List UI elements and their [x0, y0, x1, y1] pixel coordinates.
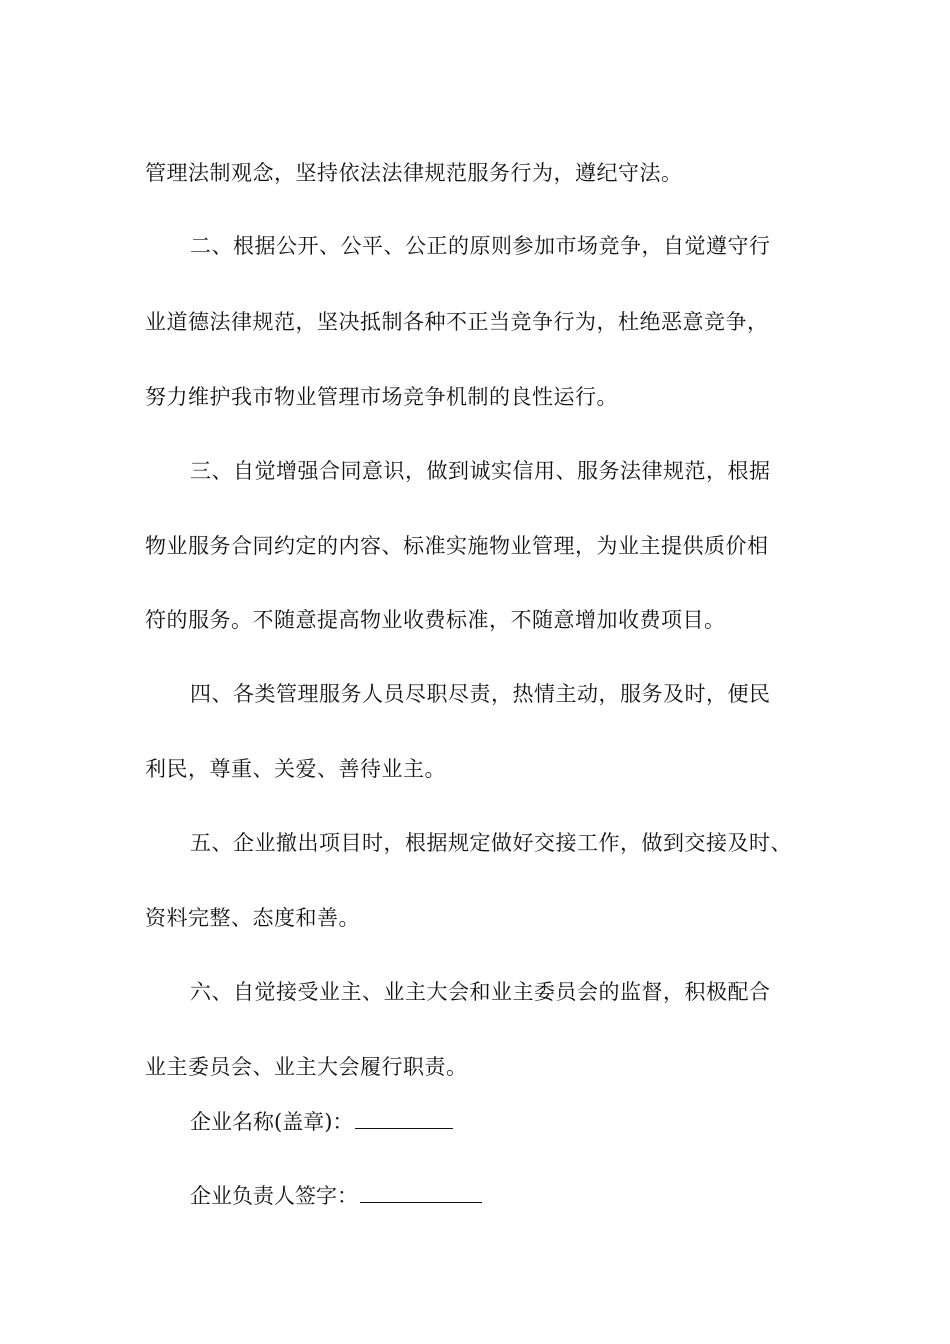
company-name-blank[interactable] — [355, 1110, 453, 1129]
company-name-row — [190, 1110, 453, 1134]
text-line-4: 努力维护我市物业管理市场竞争机制的良性运行。 — [145, 385, 618, 409]
company-name-label: 企业名称(盖章)： — [190, 1110, 354, 1134]
text-line-13: 业主委员会、业主大会履行职责。 — [145, 1055, 468, 1079]
text-line-1: 管理法制观念，坚持依法法律规范服务行为，遵纪守法。 — [145, 161, 683, 185]
text-line-2: 二、根据公开、公平、公正的原则参加市场竞争，自觉遵守行 — [190, 234, 771, 258]
leader-signature-blank[interactable] — [360, 1184, 482, 1203]
leader-signature-row — [190, 1184, 482, 1208]
text-line-8: 四、各类管理服务人员尽职尽责，热情主动，服务及时，便民 — [190, 682, 771, 706]
text-line-3: 业道德法律规范，坚决抵制各种不正当竞争行为，杜绝恶意竞争， — [145, 310, 769, 334]
leader-signature-label: 企业负责人签字： — [190, 1184, 358, 1208]
text-line-11: 资料完整、态度和善。 — [145, 906, 360, 930]
text-line-7: 符的服务。不随意提高物业收费标准，不随意增加收费项目。 — [145, 608, 726, 632]
text-line-6: 物业服务合同约定的内容、标准实施物业管理，为业主提供质价相 — [145, 534, 769, 558]
text-line-5: 三、自觉增强合同意识，做到诚实信用、服务法律规范，根据 — [190, 459, 771, 483]
text-line-12: 六、自觉接受业主、业主大会和业主委员会的监督，积极配合 — [190, 980, 771, 1004]
text-line-10: 五、企业撤出项目时，根据规定做好交接工作，做到交接及时、 — [190, 831, 792, 855]
text-line-9: 利民，尊重、关爱、善待业主。 — [145, 757, 446, 781]
